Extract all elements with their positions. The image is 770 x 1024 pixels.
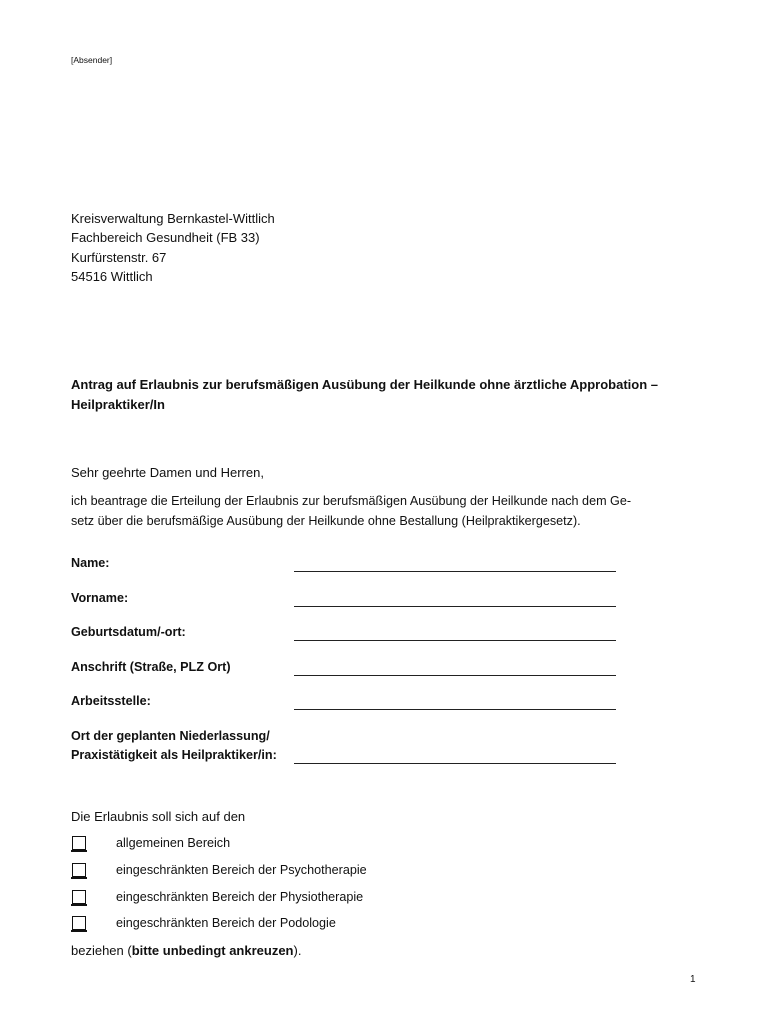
anschrift-field[interactable] [294,675,616,676]
request-paragraph [71,491,671,531]
geburtsdatum-field[interactable] [294,640,616,641]
name-field[interactable] [294,571,616,572]
salutation: Sehr geehrte Damen und Herren, [71,465,264,480]
arbeitsstelle-field[interactable] [294,709,616,710]
checkbox-podologie[interactable] [72,916,86,930]
recipient-line-1: Kreisverwaltung Bernkastel-Wittlich [71,211,275,226]
name-label: Name: [71,556,110,570]
arbeitsstelle-label: Arbeitsstelle: [71,694,151,708]
niederlassung-label-line-1: Ort der geplanten Niederlassung/ [71,729,270,743]
closing-emphasis: bitte unbedingt ankreuzen [131,943,294,958]
request-line-1: ich beantrage die Erteilung der Erlaubnis zur berufsmäßigen Ausübung der Heilkunde nach dem Ge- [71,494,632,508]
sender-placeholder: [Absender] [71,55,113,65]
niederlassung-field[interactable] [294,763,616,764]
checkbox-allgemein[interactable] [72,836,86,850]
checkbox-physiotherapie[interactable] [72,890,86,904]
option-allgemein-label: allgemeinen Bereich [116,836,231,850]
anschrift-label: Anschrift (Straße, PLZ Ort) [71,660,231,674]
recipient-line-2: Fachbereich Gesundheit (FB 33) [71,230,260,246]
niederlassung-label-line-2: Praxistätigkeit als Heilpraktiker/in: [71,748,277,762]
option-psychotherapie-label: eingeschränkten Bereich der Psychotherapie [116,863,367,877]
recipient-line-4: 54516 Wittlich [71,268,153,284]
recipient-line-3: Kurfürstenstr. 67 [71,249,167,265]
closing-instruction [71,943,301,958]
recipient-address [71,209,275,286]
subject-heading: Antrag auf Erlaubnis zur berufsmäßigen Ausübung der Heilkunde ohne ärztliche Approbation – Heilpraktiker/In [71,377,658,412]
page-number: 1 [690,974,696,985]
request-line-2: setz über die berufsmäßige Ausübung der Heilkunde ohne Bestallung (Heilpraktikergesetz). [71,514,581,528]
option-physiotherapie-label: eingeschränkten Bereich der Physiotherapie [116,890,364,904]
scope-intro: Die Erlaubnis soll sich auf den [71,809,246,824]
closing-prefix: beziehen ( [71,943,132,958]
checkbox-psychotherapie[interactable] [72,863,86,877]
vorname-field[interactable] [294,606,616,607]
closing-suffix: ). [293,943,302,958]
geburtsdatum-label: Geburtsdatum/-ort: [71,625,186,639]
vorname-label: Vorname: [71,591,129,605]
option-podologie-label: eingeschränkten Bereich der Podologie [116,916,336,930]
